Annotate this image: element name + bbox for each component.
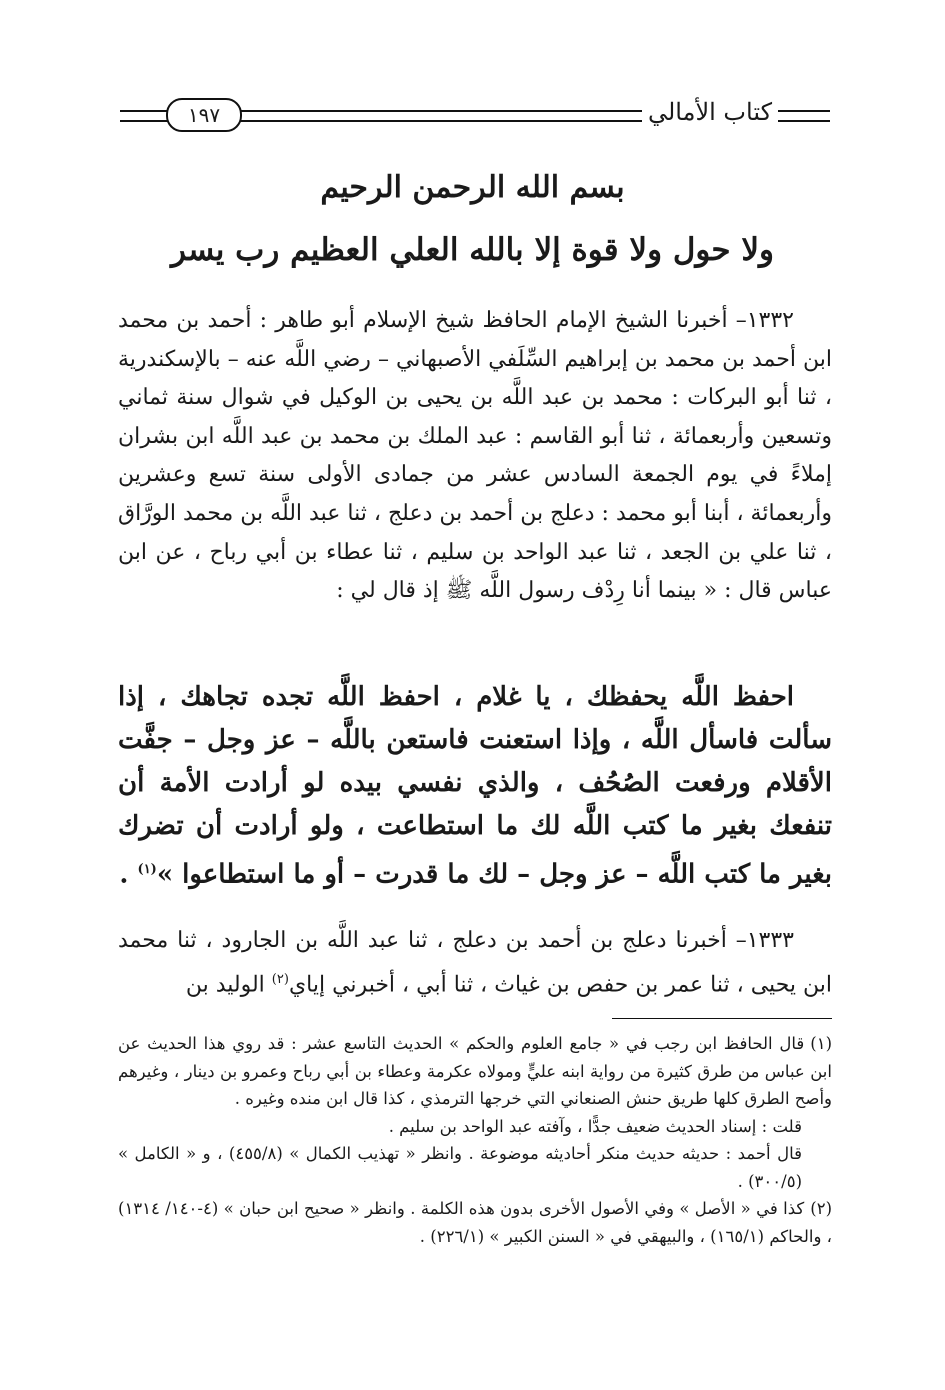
footnote-1-text: قال الحافظ ابن رجب في « جامع العلوم والحكم » الحديث التاسع عشر : قد روي هذا الحديث عن ابن عباس من طرق كثيرة من رواية ابنه عليٍّ ومولاه عكرمة وعطاء بن أبي رباح وعمرو بن دينار ، وغيرهم وأصح الطرق كلها طريق حنش الصنعاني التي خرجها الترمذي ، كذا قال ابن منده وغيره . (118, 1034, 832, 1108)
footnote-ref-1: (١) (137, 862, 157, 877)
hadith-end: . (119, 859, 138, 890)
hawqala-heading: ولا حول ولا قوة إلا بالله العلي العظيم رب يسر (171, 232, 774, 268)
footnote-1-ahmad: قال أحمد : حديثه حديث منكر أحاديثه موضوعة . وانظر « تهذيب الكمال » (٤٥٥/٨) ، و « الكامل » (٣٠٠/٥) . (118, 1144, 802, 1191)
footnote-1-qultu: قلت : إسناد الحديث ضعيف جدًّا ، وآفته عبد الواحد بن سليم . (388, 1116, 802, 1136)
narration-1333-part-a: ١٣٣٣– أخبرنا دعلج بن أحمد بن دعلج ، ثنا عبد اللَّه بن الجارود ، ثنا محمد ابن يحيى ، ثنا عمر بن حفص بن غياث ، ثنا أبي ، أخبرني إياي (118, 928, 832, 997)
footnotes (118, 1030, 832, 1250)
footnote-ref-2: (٢) (271, 971, 289, 987)
running-title: كتاب الأمالي (642, 98, 778, 126)
page-number: ١٩٧ (166, 98, 242, 132)
hadith-text-block (118, 676, 832, 897)
footnote-1 (118, 1030, 832, 1113)
narration-1332-text: ١٣٣٢– أخبرنا الشيخ الإمام الحافظ شيخ الإسلام أبو طاهر : أحمد بن محمد ابن أحمد بن محمد بن إبراهيم السِّلَفي الأصبهاني – رضي اللَّه عنه – بالإسكندرية ، ثنا أبو البركات : محمد بن عبد اللَّه بن يحيى بن الوكيل في شوال سنة ثماني وتسعين وأربعمائة ، ثنا أبو القاسم : عبد الملك بن محمد بن عبد اللَّه ابن بشران إملاءً في يوم الجمعة السادس عشر من جمادى الأولى سنة تسع وعشرين وأربعمائة ، أبنا أبو محمد : دعلج بن أحمد بن دعلج ، ثنا عبد اللَّه بن محمد الورَّاق ، ثنا علي بن الجعد ، ثنا عبد الواحد بن سليم ، ثنا عطاء بن أبي رباح ، عن ابن عباس قال : « بينما أنا رِدْف رسول اللَّه ﷺ إذ قال لي : (118, 308, 832, 604)
narration-1333 (118, 922, 832, 1005)
narration-1333-part-b: الوليد بن (185, 971, 272, 997)
footnote-2-text: كذا في « الأصل » وفي الأصول الأخرى بدون هذه الكلمة . وانظر « صحيح ابن حبان » (٤-١٤٠/ ١٣١٤) ، والحاكم (١٦٥/١) ، والبيهقي في « السنن الكبير » (٢٢٦/١) . (118, 1199, 832, 1246)
basmala-heading: بسم الله الرحمن الرحيم (320, 170, 625, 205)
footnote-1-number: (١) (810, 1034, 832, 1053)
narration-1333-text (118, 922, 832, 1005)
footnote-separator (612, 1018, 832, 1019)
page-header (120, 92, 830, 138)
hadith-text: احفظ اللَّه يحفظك ، يا غلام ، احفظ اللَّه تجده تجاهك ، إذا سألت فاسأل اللَّه ، وإذا استعنت فاستعن باللَّه – عز وجل – جفَّت الأقلام ورفعت الصُحُف ، والذي نفسي بيده لو أرادت الأمة أن تنفعك بغير ما كتب اللَّه لك ما استطاعت ، ولو أرادت أن تضرك بغير ما كتب اللَّه – عز وجل – لك ما قدرت – أو ما استطاعوا » (118, 682, 832, 890)
footnote-2 (118, 1195, 832, 1250)
footnote-2-number: (٢) (810, 1199, 832, 1218)
narration-1332 (118, 302, 832, 611)
